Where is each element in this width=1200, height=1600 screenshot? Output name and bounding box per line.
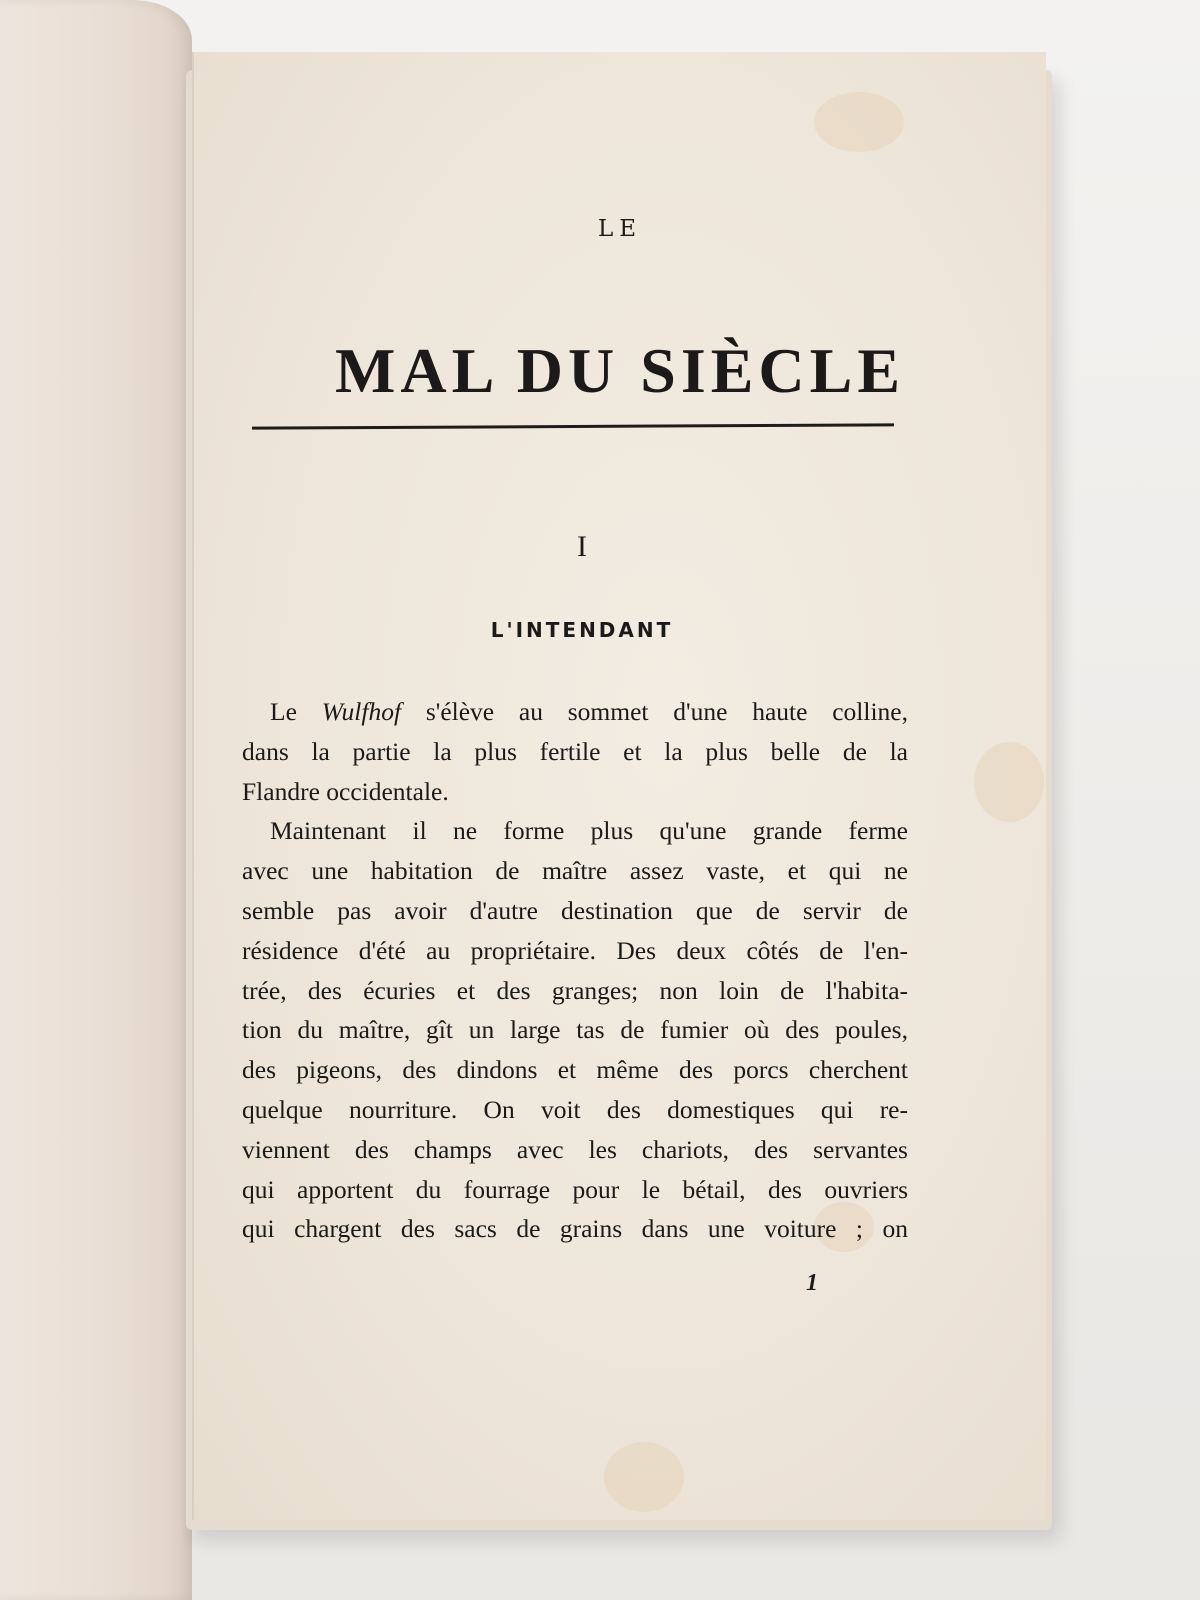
text-line: viennent des champs avec les chariots, des servantes xyxy=(242,1134,908,1164)
chapter-number: I xyxy=(577,530,587,563)
text-line: trée, des écuries et des granges; non loin de l'habita- xyxy=(242,975,908,1005)
title-rule xyxy=(252,423,894,429)
text-line: Maintenant il ne forme plus qu'une grande ferme xyxy=(270,816,908,846)
page-number: 1 xyxy=(806,1270,818,1296)
paper-stain xyxy=(814,92,904,152)
text-line: résidence d'été au propriétaire. Des deux côtés de l'en- xyxy=(242,935,908,965)
book-title: MAL DU SIÈCLE xyxy=(335,335,905,406)
italic-place-name: Wulfhof xyxy=(321,697,402,726)
text-line: quelque nourriture. On voit des domestiques qui re- xyxy=(242,1094,908,1124)
text-line: avec une habitation de maître assez vaste, et qui ne xyxy=(242,856,908,886)
text-line xyxy=(242,692,908,732)
text-line: Flandre occidentale. xyxy=(242,776,449,806)
body-text xyxy=(242,692,908,1249)
text-line: des pigeons, des dindons et même des porcs cherchent xyxy=(242,1055,908,1085)
text-segment: Le xyxy=(270,697,322,726)
text-segment: s'élève au sommet d'une haute colline, xyxy=(401,697,908,726)
book-page xyxy=(192,52,1046,1520)
left-page-edge xyxy=(0,0,192,1600)
chapter-title: L'INTENDANT xyxy=(490,618,674,642)
text-line: qui apportent du fourrage pour le bétail, des ouvriers xyxy=(242,1174,908,1204)
text-line: dans la partie la plus fertile et la plus belle de la xyxy=(242,736,908,766)
title-prefix: LE xyxy=(597,216,643,242)
text-line: semble pas avoir d'autre destination que de servir de xyxy=(242,895,908,925)
paper-stain xyxy=(604,1442,684,1512)
text-line: qui chargent des sacs de grains dans une voiture ; on xyxy=(242,1214,908,1244)
paper-stain xyxy=(974,742,1044,822)
text-line: tion du maître, gît un large tas de fumier où des poules, xyxy=(242,1015,908,1045)
